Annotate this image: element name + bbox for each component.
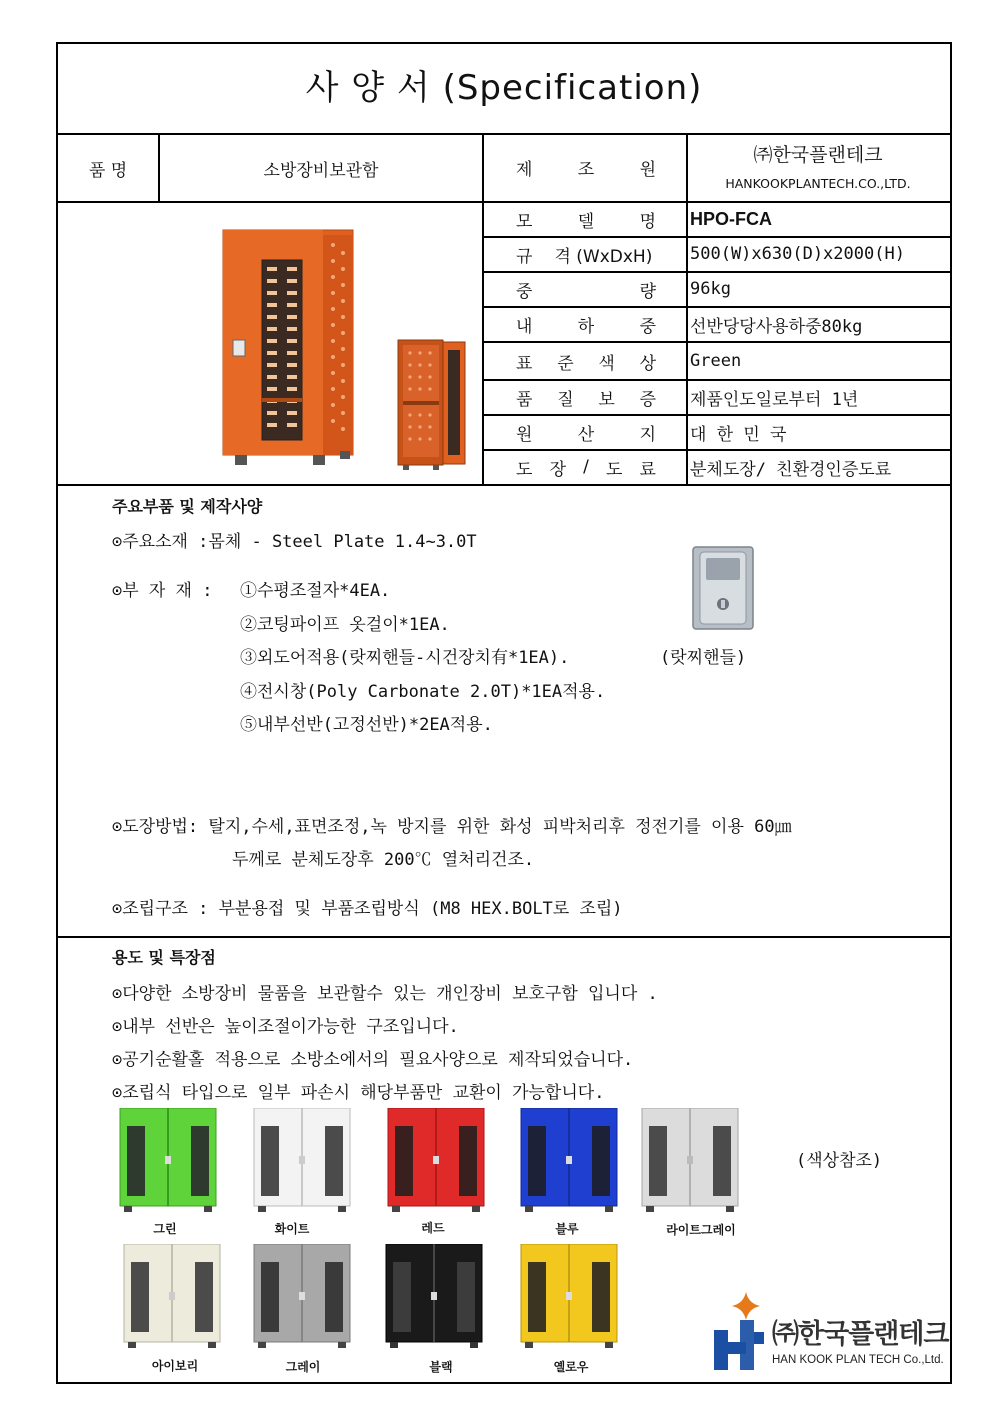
sub-material-item: ③외도어적용(랏찌핸들-시건장치有*1EA).	[240, 648, 570, 668]
sub-material-label: ⊙부 자 재 :	[112, 581, 213, 601]
feature-item: ⊙다양한 소방장비 물품을 보관할수 있는 개인장비 보호구함 입니다 .	[112, 984, 658, 1004]
divider	[484, 341, 950, 343]
parts-heading: 주요부품 및 제작사양	[112, 497, 263, 516]
spec-value-paint: 분체도장/ 친환경인증도료	[690, 459, 892, 480]
color-label: 옐로우	[553, 1360, 589, 1374]
color-label: 레드	[421, 1221, 445, 1235]
main-material: ⊙주요소재 :몸체 - Steel Plate 1.4~3.0T	[112, 532, 477, 552]
color-label: 그레이	[285, 1360, 321, 1374]
product-image	[215, 225, 475, 475]
sub-material-item: ①수평조절자*4EA.	[240, 581, 391, 601]
spec-label-model: 모 델 명	[516, 211, 656, 232]
feature-item: ⊙내부 선반은 높이조절이가능한 구조입니다.	[112, 1017, 459, 1037]
sub-material-item: ②코팅파이프 옷걸이*1EA.	[240, 615, 450, 635]
cabinet-swatch	[386, 1108, 486, 1214]
company-logo-en: HAN KOOK PLAN TECH Co.,Ltd.	[772, 1354, 944, 1366]
sub-material-item: ⑤내부선반(고정선반)*2EA적용.	[240, 715, 493, 735]
maker-name: ㈜한국플랜테크	[753, 144, 883, 166]
feature-item: ⊙조립식 타입으로 일부 파손시 해당부품만 교환이 가능합니다.	[112, 1083, 605, 1103]
spec-value-load: 선반당당사용하중80kg	[690, 316, 863, 337]
cabinet-swatch	[252, 1108, 352, 1214]
maker-label: 제 조 원	[516, 159, 656, 180]
cabinet-swatch	[519, 1244, 619, 1350]
cabinet-swatch	[640, 1108, 740, 1214]
color-label: 그린	[153, 1222, 177, 1236]
paint-method-line1: ⊙도장방법: 탈지,수세,표면조정,녹 방지를 위한 화성 피박처리후 정전기를 이용 60㎛	[112, 817, 792, 837]
color-label: 블랙	[429, 1360, 453, 1374]
color-label: 화이트	[274, 1222, 310, 1236]
divider	[56, 484, 950, 486]
spec-value-model: HPO-FCA	[690, 208, 772, 229]
cabinet-swatch	[122, 1244, 222, 1350]
spec-label-size: 규 격 (WxDxH)	[516, 246, 653, 267]
cabinet-swatch	[118, 1108, 218, 1214]
cabinet-large	[223, 230, 353, 465]
spec-value-origin: 대 한 민 국	[690, 424, 787, 445]
cabinet-swatch	[384, 1244, 484, 1350]
color-label: 블루	[555, 1222, 579, 1236]
color-reference-note: (색상참조)	[796, 1151, 883, 1171]
spec-label-weight: 중 량	[516, 281, 656, 302]
latch-handle-image	[692, 546, 754, 630]
divider	[56, 936, 950, 938]
spec-label-paint: 도 장 / 도 료	[516, 457, 656, 480]
spec-label-warranty: 품 질 보 증	[516, 389, 656, 410]
spec-label-origin: 원 산 지	[516, 424, 656, 445]
paint-method-line2: 두께로 분체도장후 200℃ 열처리건조.	[232, 850, 535, 870]
product-name-label: 품 명	[88, 160, 128, 181]
spec-value-warranty: 제품인도일로부터 1년	[690, 389, 859, 410]
company-logo-name: ㈜한국플랜테크	[772, 1319, 949, 1350]
page-title: 사 양 서 (Specification)	[305, 68, 703, 108]
spec-value-color: Green	[690, 351, 742, 371]
divider	[482, 133, 484, 486]
sub-material-item: ④전시창(Poly Carbonate 2.0T)*1EA적용.	[240, 682, 606, 702]
features-heading: 용도 및 특장점	[112, 948, 216, 967]
cabinet-open	[398, 340, 465, 470]
cabinet-swatch	[252, 1244, 352, 1350]
latch-caption: (랏찌핸들)	[660, 648, 747, 668]
feature-item: ⊙공기순활홀 적용으로 소방소에서의 필요사양으로 제작되었습니다.	[112, 1050, 634, 1070]
spec-label-load: 내 하 중	[516, 316, 656, 337]
company-logo-icon	[708, 1290, 770, 1376]
assembly-structure: ⊙조립구조 : 부분용접 및 부품조립방식 (M8 HEX.BOLT로 조립)	[112, 899, 623, 919]
spec-value-weight: 96kg	[690, 279, 731, 299]
color-label: 아이보리	[151, 1359, 199, 1373]
spec-label-color: 표 준 색 상	[516, 353, 656, 374]
cabinet-swatch	[519, 1108, 619, 1214]
product-name-value: 소방장비보관함	[263, 160, 379, 181]
spec-value-size: 500(W)x630(D)x2000(H)	[690, 244, 905, 264]
maker-name-en: HANKOOKPLANTECH.CO.,LTD.	[725, 176, 911, 191]
color-label: 라이트그레이	[666, 1223, 736, 1237]
